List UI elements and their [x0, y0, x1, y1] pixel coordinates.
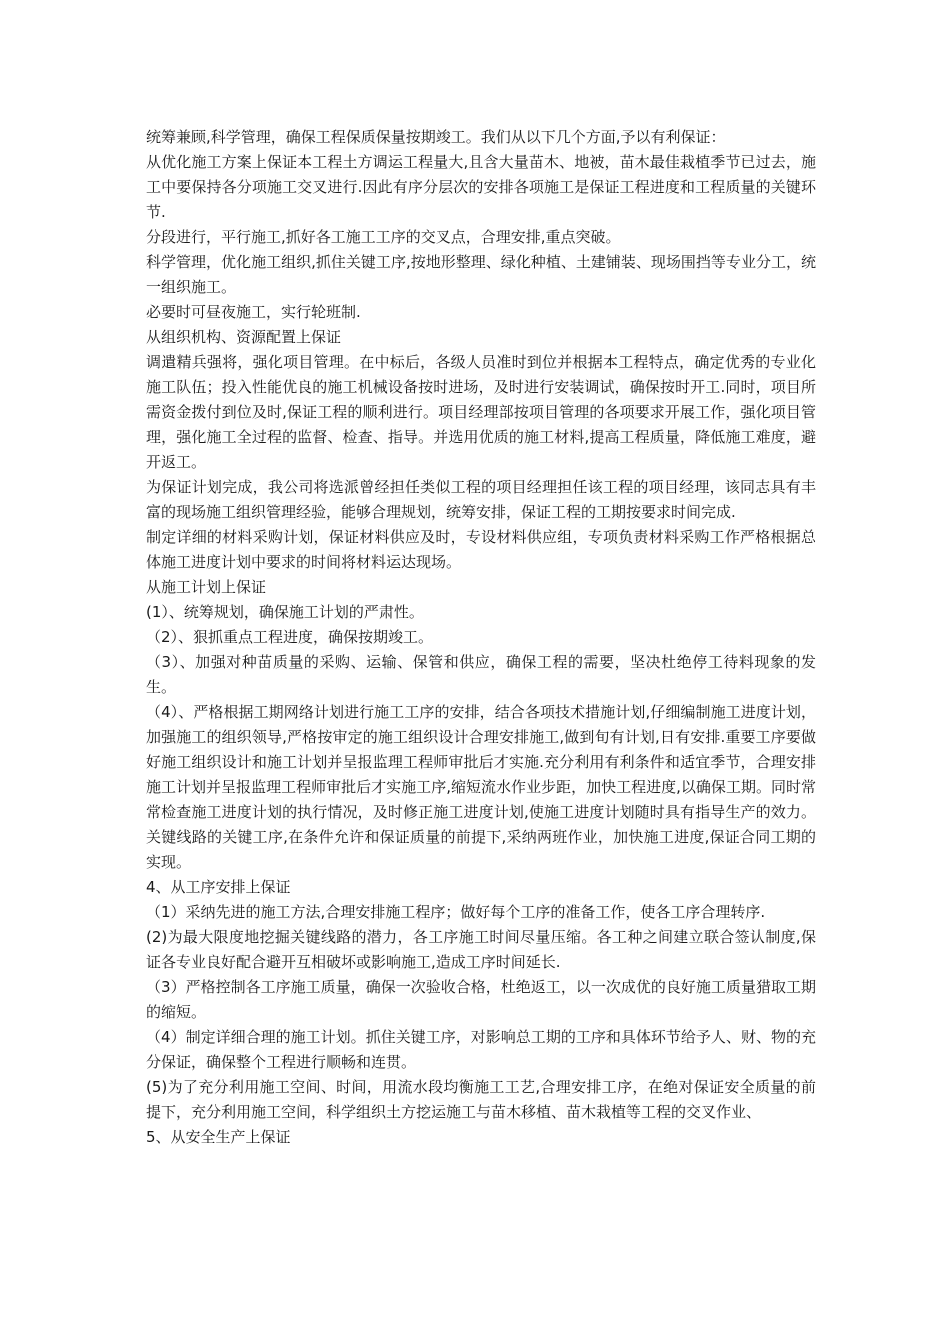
paragraph: 调遣精兵强将，强化项目管理。在中标后，各级人员准时到位并根据本工程特点，确定优秀的专业化施工队伍；投入性能优良的施工机械设备按时进场，及时进行安装调试，确保按时开工.同时，项目所需资金拨付到位及时,保证工程的顺利进行。项目经理部按项目管理的各项要求开展工作，强化项目管理，强化施工全过程的监督、检查、指导。并选用优质的施工材料,提高工程质量，降低施工难度，避开返工。 — [146, 353, 816, 471]
list-item: （4）、严格根据工期网络计划进行施工工序的安排，结合各项技术措施计划,仔细编制施工进度计划，加强施工的组织领导,严格按审定的施工组织设计合理安排施工,做到旬有计划,日有安排.重要工序要做好施工组织设计和施工计划并呈报监理工程师审批后才实施.充分利用有利条件和适宜季节，合理安排施工计划并呈报监理工程师审批后才实施工序,缩短流水作业步距，加快工程进度,以确保工期。同时常常检查施工进度计划的执行情况，及时修正施工进度计划,使施工进度计划随时具有指导生产的效力。关键线路的关键工序,在条件允许和保证质量的前提下,采纳两班作业，加快施工进度,保证合同工期的实现。 — [146, 703, 816, 871]
paragraph: 制定详细的材料采购计划，保证材料供应及时，专设材料供应组，专项负责材料采购工作严格根据总体施工进度计划中要求的时间将材料运达现场。 — [146, 528, 816, 571]
list-item: （2）、狠抓重点工程进度，确保按期竣工。 — [146, 628, 434, 646]
list-item: （4）制定详细合理的施工计划。抓住关键工序，对影响总工期的工序和具体环节给予人、财、物的充分保证，确保整个工程进行顺畅和连贯。 — [146, 1028, 816, 1071]
paragraph: 从优化施工方案上保证本工程土方调运工程量大,且含大量苗木、地被，苗木最佳栽植季节已过去，施工中要保持各分项施工交叉进行.因此有序分层次的安排各项施工是保证工程进度和工程质量的关键环节. — [146, 153, 816, 221]
list-item: （1）采纳先进的施工方法,合理安排施工程序；做好每个工序的准备工作，使各工序合理转序. — [146, 903, 766, 921]
section-heading: 从施工计划上保证 — [146, 578, 267, 596]
paragraph: 必要时可昼夜施工，实行轮班制. — [146, 303, 361, 321]
list-item: (1）、统筹规划，确保施工计划的严肃性。 — [146, 603, 424, 621]
list-item: (2)为最大限度地挖掘关键线路的潜力，各工序施工时间尽量压缩。各工种之间建立联合签认制度,保证各专业良好配合避开互相破坏或影响施工,造成工序时间延长. — [146, 928, 816, 971]
list-item: (5)为了充分利用施工空间、时间，用流水段均衡施工工艺,合理安排工序，在绝对保证安全质量的前提下，充分利用施工空间，科学组织土方挖运施工与苗木移植、苗木栽植等工程的交叉作业、 — [146, 1078, 816, 1121]
paragraph: 科学管理，优化施工组织,抓住关键工序,按地形整理、绿化种植、土建铺装、现场围挡等专业分工，统一组织施工。 — [146, 253, 816, 296]
section-heading: 4、从工序安排上保证 — [146, 878, 291, 896]
document-body — [146, 125, 816, 1150]
paragraph: 统筹兼顾,科学管理，确保工程保质保量按期竣工。我们从以下几个方面,予以有利保证： — [146, 128, 726, 146]
list-item: （3）、加强对种苗质量的采购、运输、保管和供应，确保工程的需要，坚决杜绝停工待料现象的发生。 — [146, 653, 816, 696]
paragraph: 为保证计划完成，我公司将选派曾经担任类似工程的项目经理担任该工程的项目经理，该同志具有丰富的现场施工组织管理经验，能够合理规划，统筹安排，保证工程的工期按要求时间完成. — [146, 478, 816, 521]
paragraph: 分段进行，平行施工,抓好各工施工工序的交叉点，合理安排,重点突破。 — [146, 228, 621, 246]
section-heading: 从组织机构、资源配置上保证 — [146, 328, 342, 346]
section-heading: 5、从安全生产上保证 — [146, 1128, 291, 1146]
list-item: （3）严格控制各工序施工质量，确保一次验收合格，杜绝返工，以一次成优的良好施工质量猎取工期的缩短。 — [146, 978, 816, 1021]
